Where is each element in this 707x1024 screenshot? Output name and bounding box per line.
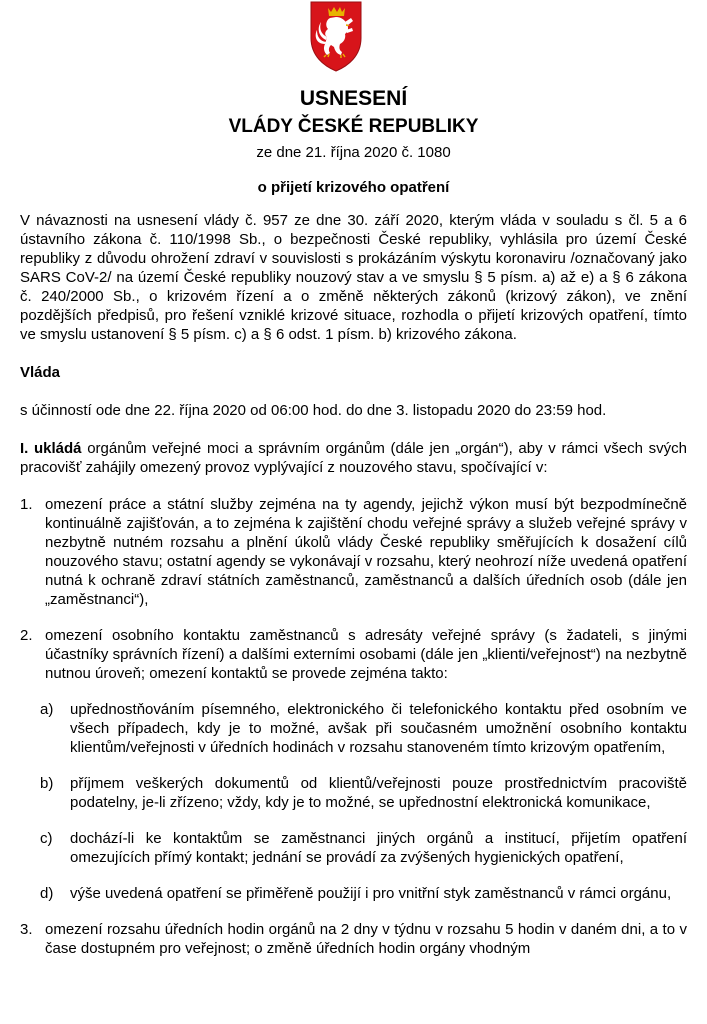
effective-date-paragraph: s účinností ode dne 22. října 2020 od 06:00 hod. do dne 3. listopadu 2020 do 23:59 hod. <box>20 402 607 419</box>
sub-list-item-label: c) <box>40 830 53 847</box>
document-body <box>20 211 687 975</box>
list-item-text: omezení osobního kontaktu zaměstnanců s adresáty veřejné správy (s žadateli, s jinými účastníky správních řízení) a dalšími externími osobami (dále jen „klienti/veřejnost“) na nezbytně nutnou úroveň; omezení kontaktů se provede zejména takto: <box>45 627 687 682</box>
sub-list-item <box>20 774 687 812</box>
vlada-heading: Vláda <box>20 364 61 381</box>
sub-list-item-text: výše uvedená opatření se přiměřeně použijí i pro vnitřní styk zaměstnanců v rámci orgánu, <box>70 885 672 902</box>
section-one-paragraph <box>20 439 687 477</box>
intro-paragraph: V návaznosti na usnesení vlády č. 957 ze dne 30. září 2020, kterým vláda v souladu s čl. 5 a 6 ústavního zákona č. 110/1998 Sb., o bezpečnosti České republiky, vyhlásila pro území České republiky z důvodu ohrožení zdraví v souvislosti s prokázáním výskytu koronaviru /označovaný jako SARS CoV-2/ na území České republiky nouzový stav a ve smyslu § 5 písm. a) až e) a § 6 zákona č. 240/2000 Sb., o krizovém řízení a o změně některých zákonů (krizový zákon), ve znění pozdějších předpisů, pro řešení vzniklé krizové situace, rozhodla o přijetí krizových opatření, tímto ve smyslu ustanovení § 5 písm. c) a § 6 odst. 1 písm. b) krizového zákona. <box>20 212 687 343</box>
document-title: USNESENÍ <box>299 87 408 110</box>
document-date-line: ze dne 21. října 2020 č. 1080 <box>256 144 451 161</box>
czech-coat-of-arms-icon <box>308 0 364 72</box>
sub-list-item <box>20 829 687 867</box>
list-item-number: 1. <box>20 496 33 513</box>
sub-list-item-text: dochází-li ke kontaktům se zaměstnanci jiných orgánů a institucí, přijetím opatření omezujících přímý kontakt; jednání se provádí za zvýšených hygienických opatření, <box>70 830 687 866</box>
list-item <box>20 626 687 683</box>
list-item-number: 3. <box>20 921 33 938</box>
document-subtitle: VLÁDY ČESKÉ REPUBLIKY <box>228 116 479 137</box>
sub-list-item-label: a) <box>40 701 54 718</box>
list-item-number: 2. <box>20 627 33 644</box>
sub-list-item-text: příjmem veškerých dokumentů od klientů/veřejnosti pouze prostřednictvím pracoviště podatelny, je-li zřízeno; vždy, kdy je to možné, se upřednostní elektronická komunikace, <box>70 775 687 811</box>
section-one-label: I. ukládá <box>20 440 82 457</box>
section-one-text: orgánům veřejné moci a správním orgánům (dále jen „orgán“), aby v rámci všech svých pracovišť zahájily omezený provoz vyplývající z nouzového stavu, spočívající v: <box>20 440 687 476</box>
sub-list-item-text: upřednostňováním písemného, elektronického či telefonického kontaktu před osobním ve všech případech, kdy je to možné, avšak při současném umožnění osobního kontaktu klientům/veřejnosti v úředních hodinách v rozsahu stanoveném tímto krizovým opatřením, <box>70 701 687 756</box>
document-subject: o přijetí krizového opatření <box>257 179 450 196</box>
sub-list-item <box>20 884 687 903</box>
sub-list-item <box>20 700 687 757</box>
sub-list-item-label: d) <box>40 885 54 902</box>
list-item <box>20 495 687 609</box>
sub-list-item-label: b) <box>40 775 54 792</box>
list-item-text: omezení práce a státní služby zejména na ty agendy, jejichž výkon musí být bezpodmínečně kontinuálně zajišťován, a to zejména k zajištění chodu veřejné správy a služeb veřejné správy v nezbytně nutném rozsahu a plnění úkolů vlády České republiky směřujících k dosažení cílů nouzového stavu; ostatní agendy se vykonávají v rozsahu, který neohrozí níže uvedená opatření nutná k ochraně zdraví státních zaměstnanců, zaměstnanců a dalších úředních osob (dále jen „zaměstnanci“), <box>45 496 687 608</box>
list-item <box>20 920 687 958</box>
list-item-text: omezení rozsahu úředních hodin orgánů na 2 dny v týdnu v rozsahu 5 hodin v daném dni, a to v čase dostupném pro veřejnost; o změně úředních hodin orgány vhodným <box>45 921 687 957</box>
